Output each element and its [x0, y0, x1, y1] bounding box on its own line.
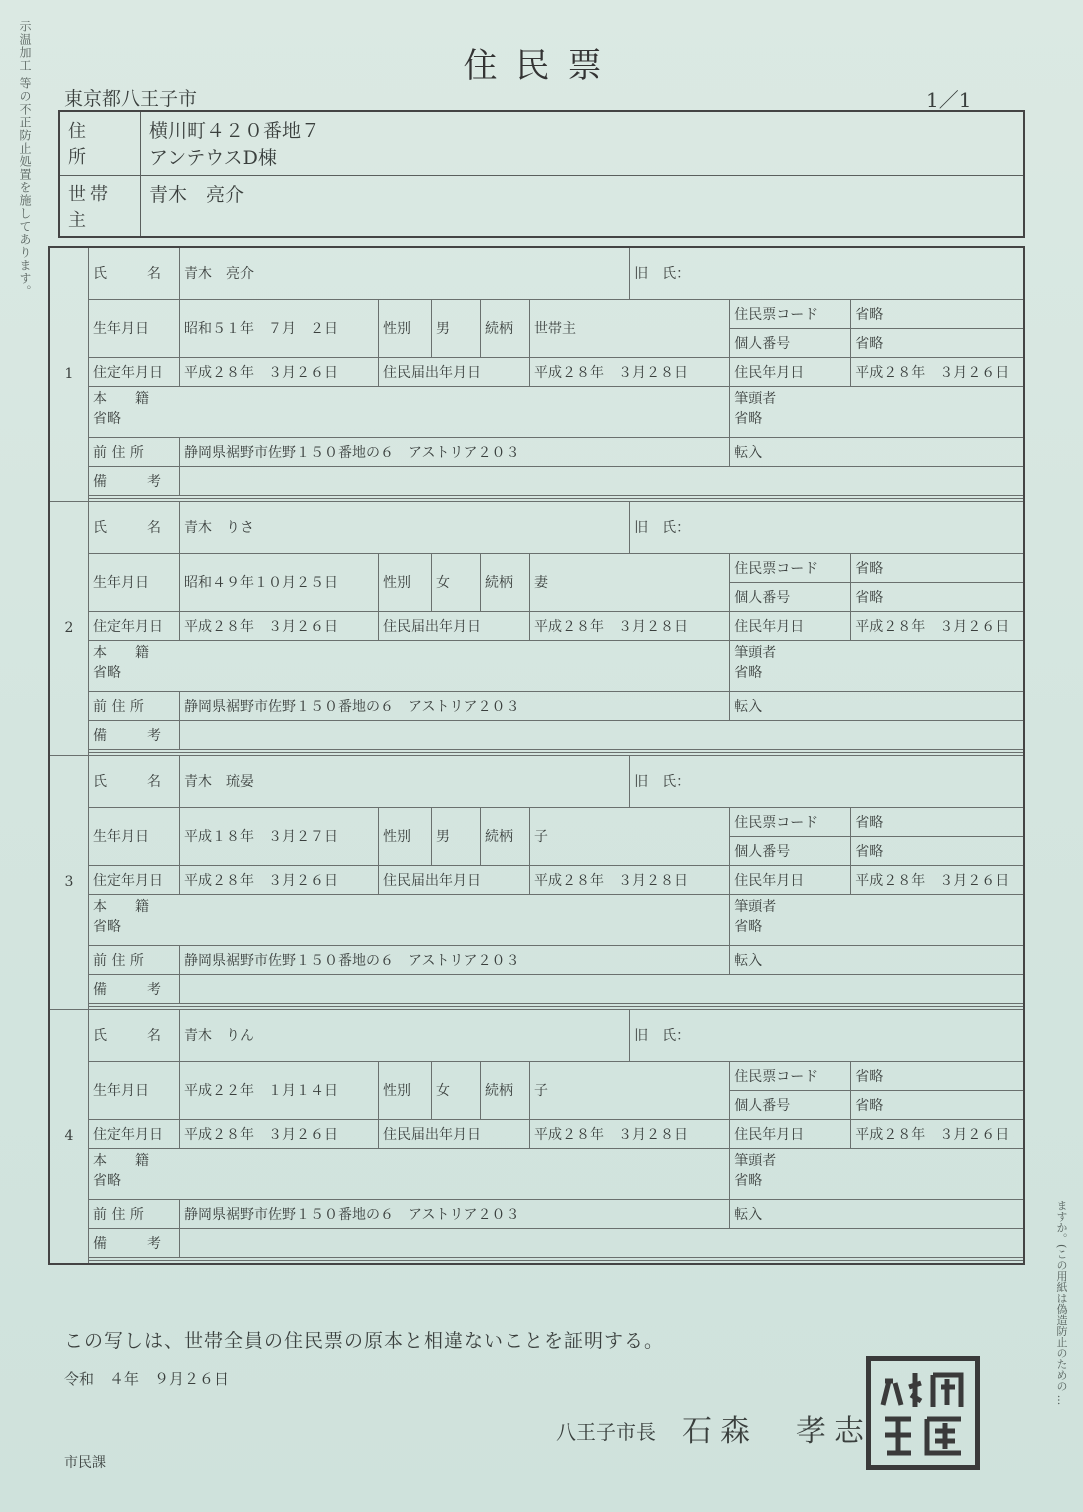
person-row — [49, 501, 1024, 553]
move-type: 転入 — [730, 945, 1024, 974]
address-line-1: 横川町４２０番地７ — [149, 120, 321, 142]
name-label: 氏 名 — [89, 247, 180, 299]
relation-value: 子 — [530, 1061, 730, 1119]
city-name: 東京都八王子市 — [64, 88, 198, 110]
code-label: 住民票コード — [730, 807, 851, 836]
resident-date: 平成２８年 ３月２６日 — [851, 357, 1024, 386]
page-number: 1／1 — [926, 88, 972, 112]
relation-value: 妻 — [530, 553, 730, 611]
resident-label: 住民年月日 — [730, 611, 851, 640]
mynumber-label: 個人番号 — [730, 1090, 851, 1119]
name-label: 氏 名 — [89, 501, 180, 553]
certification-statement: この写しは、世帯全員の住民票の原本と相違ないことを証明する。 — [64, 1330, 665, 1352]
sex-value: 女 — [432, 553, 481, 611]
spacer — [89, 1260, 1025, 1264]
code-value: 省略 — [851, 807, 1024, 836]
person-row — [49, 247, 1024, 299]
honseki-cell — [89, 1148, 730, 1199]
hittou-value: 省略 — [734, 918, 763, 935]
household-header — [58, 110, 1025, 238]
remarks-label: 備 考 — [89, 1228, 180, 1257]
person-name: 青木 琉晏 — [180, 755, 630, 807]
sex-label: 性別 — [379, 807, 432, 865]
move-type: 転入 — [730, 1199, 1024, 1228]
person-number: 4 — [49, 1009, 89, 1264]
relation-label: 続柄 — [481, 299, 530, 357]
settled-date: 平成２８年 ３月２６日 — [180, 1119, 379, 1148]
document-title: 住民票 — [463, 46, 620, 86]
household-address — [141, 111, 1025, 175]
prev-address-label: 前 住 所 — [89, 437, 180, 466]
sex-value: 男 — [432, 299, 481, 357]
settled-label: 住定年月日 — [89, 357, 180, 386]
person-row — [49, 1009, 1024, 1061]
address-line-2: アンテウスD棟 — [149, 147, 277, 169]
honseki-label: 本 籍 — [93, 898, 149, 915]
code-label: 住民票コード — [730, 299, 851, 328]
honseki-label: 本 籍 — [93, 644, 149, 661]
person-name: 青木 りさ — [180, 501, 630, 553]
former-name-label: 旧 氏： — [630, 755, 1024, 807]
remarks-value — [180, 466, 1025, 495]
settled-label: 住定年月日 — [89, 1119, 180, 1148]
notified-label: 住民届出年月日 — [379, 357, 530, 386]
former-name-label: 旧 氏： — [630, 247, 1024, 299]
name-label: 氏 名 — [89, 755, 180, 807]
hittou-label: 筆頭者 — [734, 1152, 777, 1169]
former-name-label: 旧 氏： — [630, 1009, 1024, 1061]
honseki-value: 省略 — [93, 1172, 121, 1189]
remarks-label: 備 考 — [89, 466, 180, 495]
prev-address: 静岡県裾野市佐野１５０番地の６ アストリア２０３ — [180, 1199, 730, 1228]
notified-date: 平成２８年 ３月２８日 — [530, 865, 730, 894]
birth-label: 生年月日 — [89, 807, 180, 865]
honseki-value: 省略 — [93, 410, 121, 427]
remarks-label: 備 考 — [89, 974, 180, 1003]
settled-date: 平成２８年 ３月２６日 — [180, 865, 379, 894]
hittou-cell — [730, 386, 1024, 437]
resident-table — [48, 246, 1025, 1265]
mynumber-value: 省略 — [851, 582, 1024, 611]
mynumber-value: 省略 — [851, 1090, 1024, 1119]
notified-date: 平成２８年 ３月２８日 — [530, 611, 730, 640]
sex-label: 性別 — [379, 299, 432, 357]
settled-date: 平成２８年 ３月２６日 — [180, 611, 379, 640]
hittou-cell — [730, 640, 1024, 691]
person-number: 2 — [49, 501, 89, 755]
notified-date: 平成２８年 ３月２８日 — [530, 1119, 730, 1148]
hittou-value: 省略 — [734, 410, 763, 427]
person-number: 3 — [49, 755, 89, 1009]
resident-label: 住民年月日 — [730, 1119, 851, 1148]
mynumber-label: 個人番号 — [730, 836, 851, 865]
birth-label: 生年月日 — [89, 299, 180, 357]
former-name-label: 旧 氏： — [630, 501, 1024, 553]
sex-value: 女 — [432, 1061, 481, 1119]
settled-label: 住定年月日 — [89, 611, 180, 640]
birth-date: 平成２２年 １月１４日 — [180, 1061, 379, 1119]
official-seal — [866, 1356, 980, 1470]
birth-date: 昭和５１年 ７月 ２日 — [180, 299, 379, 357]
move-type: 転入 — [730, 437, 1024, 466]
sex-label: 性別 — [379, 553, 432, 611]
hittou-cell — [730, 894, 1024, 945]
prev-address-label: 前 住 所 — [89, 945, 180, 974]
hittou-label: 筆頭者 — [734, 644, 777, 661]
relation-label: 続柄 — [481, 553, 530, 611]
margin-note-right: ますか。(この用紙は偽造防止のための ... — [1055, 1200, 1068, 1406]
honseki-cell — [89, 386, 730, 437]
prev-address: 静岡県裾野市佐野１５０番地の６ アストリア２０３ — [180, 691, 730, 720]
mayor-name: 石森 孝志 — [682, 1414, 872, 1449]
mynumber-value: 省略 — [851, 836, 1024, 865]
sex-label: 性別 — [379, 1061, 432, 1119]
mayor-title: 八王子市長 — [556, 1420, 656, 1444]
person-number: 1 — [49, 247, 89, 501]
mynumber-label: 個人番号 — [730, 582, 851, 611]
resident-label: 住民年月日 — [730, 865, 851, 894]
prev-address: 静岡県裾野市佐野１５０番地の６ アストリア２０３ — [180, 437, 730, 466]
hittou-label: 筆頭者 — [734, 898, 777, 915]
birth-label: 生年月日 — [89, 1061, 180, 1119]
person-name: 青木 りん — [180, 1009, 630, 1061]
relation-value: 世帯主 — [530, 299, 730, 357]
person-row — [49, 755, 1024, 807]
code-value: 省略 — [851, 553, 1024, 582]
hittou-cell — [730, 1148, 1024, 1199]
relation-value: 子 — [530, 807, 730, 865]
honseki-value: 省略 — [93, 918, 121, 935]
prev-address-label: 前 住 所 — [89, 1199, 180, 1228]
margin-note-left: 示温加工 等の不正防止処置を施してあります。 — [18, 20, 32, 298]
honseki-value: 省略 — [93, 664, 121, 681]
resident-date: 平成２８年 ３月２６日 — [851, 611, 1024, 640]
honseki-cell — [89, 894, 730, 945]
head-label: 世帯主 — [59, 175, 141, 237]
honseki-label: 本 籍 — [93, 1152, 149, 1169]
name-label: 氏 名 — [89, 1009, 180, 1061]
person-name: 青木 亮介 — [180, 247, 630, 299]
remarks-value — [180, 1228, 1025, 1257]
honseki-cell — [89, 640, 730, 691]
code-value: 省略 — [851, 1061, 1024, 1090]
notified-label: 住民届出年月日 — [379, 1119, 530, 1148]
hittou-label: 筆頭者 — [734, 390, 777, 407]
remarks-value — [180, 974, 1025, 1003]
sex-value: 男 — [432, 807, 481, 865]
relation-label: 続柄 — [481, 807, 530, 865]
department: 市民課 — [64, 1455, 106, 1471]
birth-label: 生年月日 — [89, 553, 180, 611]
remarks-value — [180, 720, 1025, 749]
prev-address: 静岡県裾野市佐野１５０番地の６ アストリア２０３ — [180, 945, 730, 974]
settled-date: 平成２８年 ３月２６日 — [180, 357, 379, 386]
honseki-label: 本 籍 — [93, 390, 149, 407]
birth-date: 昭和４９年１０月２５日 — [180, 553, 379, 611]
resident-date: 平成２８年 ３月２６日 — [851, 865, 1024, 894]
notified-label: 住民届出年月日 — [379, 611, 530, 640]
prev-address-label: 前 住 所 — [89, 691, 180, 720]
code-value: 省略 — [851, 299, 1024, 328]
mynumber-label: 個人番号 — [730, 328, 851, 357]
address-label: 住 所 — [59, 111, 141, 175]
birth-date: 平成１８年 ３月２７日 — [180, 807, 379, 865]
settled-label: 住定年月日 — [89, 865, 180, 894]
notified-label: 住民届出年月日 — [379, 865, 530, 894]
head-name: 青木 亮介 — [141, 175, 1025, 237]
code-label: 住民票コード — [730, 553, 851, 582]
mynumber-value: 省略 — [851, 328, 1024, 357]
hittou-value: 省略 — [734, 1172, 763, 1189]
seal-graphic — [871, 1361, 975, 1465]
issue-date: 令和 ４年 ９月２６日 — [64, 1370, 230, 1388]
relation-label: 続柄 — [481, 1061, 530, 1119]
code-label: 住民票コード — [730, 1061, 851, 1090]
resident-date: 平成２８年 ３月２６日 — [851, 1119, 1024, 1148]
resident-label: 住民年月日 — [730, 357, 851, 386]
remarks-label: 備 考 — [89, 720, 180, 749]
hittou-value: 省略 — [734, 664, 763, 681]
move-type: 転入 — [730, 691, 1024, 720]
notified-date: 平成２８年 ３月２８日 — [530, 357, 730, 386]
